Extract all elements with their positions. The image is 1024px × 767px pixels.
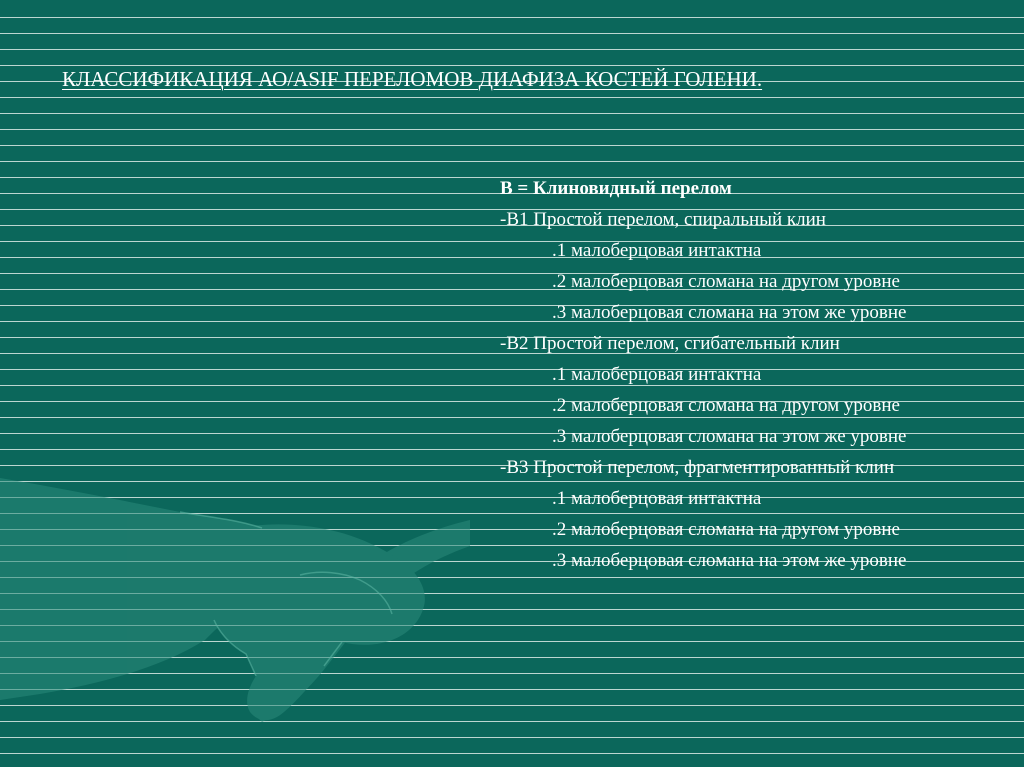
slide-title: КЛАССИФИКАЦИЯ АО/ASIF ПЕРЕЛОМОВ ДИАФИЗА КОСТЕЙ ГОЛЕНИ.: [62, 67, 763, 91]
list-item: .3 малоберцовая сломана на этом же уровне: [552, 426, 907, 447]
list-item: .1 малоберцовая интактна: [552, 364, 762, 385]
group-label-b3: -B3 Простой перелом, фрагментированный клин: [500, 457, 895, 478]
list-item: .1 малоберцовая интактна: [552, 240, 762, 261]
group-label-b1: -B1 Простой перелом, спиральный клин: [500, 209, 826, 230]
classification-list: [500, 173, 1024, 576]
list-item: .3 малоберцовая сломана на этом же уровне: [552, 302, 907, 323]
list-item: .2 малоберцовая сломана на другом уровне: [552, 519, 900, 540]
list-item: .1 малоберцовая интактна: [552, 488, 762, 509]
list-item: .2 малоберцовая сломана на другом уровне: [552, 395, 900, 416]
list-item: .3 малоберцовая сломана на этом же уровне: [552, 550, 907, 571]
list-item: .2 малоберцовая сломана на другом уровне: [552, 271, 900, 292]
classification-heading: B = Клиновидный перелом: [500, 178, 732, 199]
group-label-b2: -B2 Простой перелом, сгибательный клин: [500, 333, 840, 354]
